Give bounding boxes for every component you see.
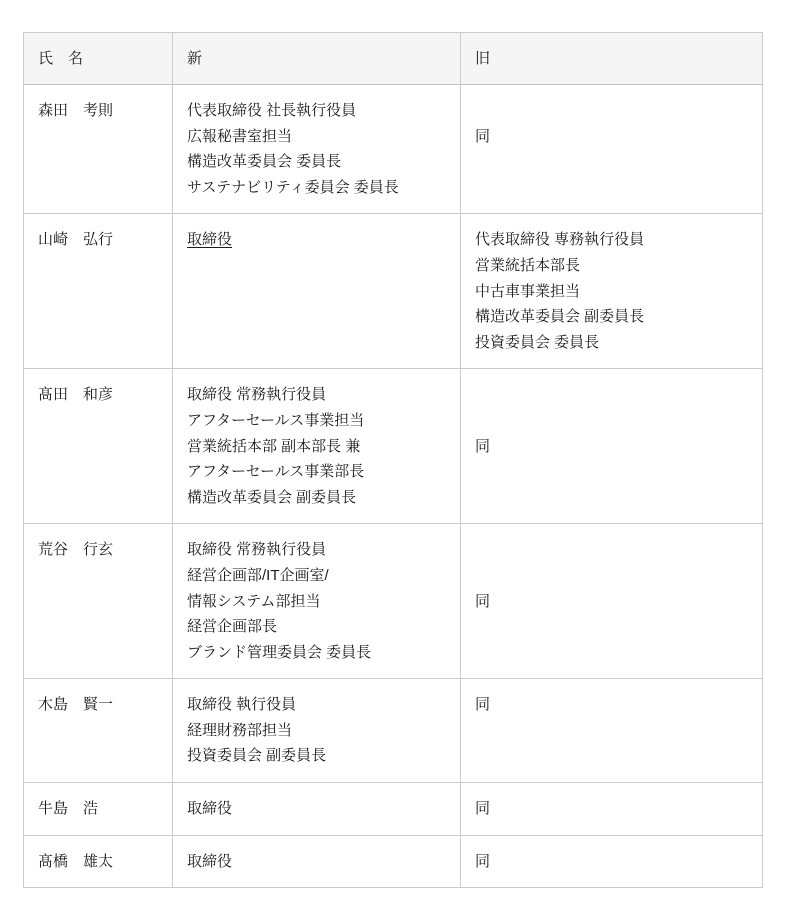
position-line: 代表取締役 社長執行役員 bbox=[187, 102, 357, 119]
position-line: 取締役 bbox=[187, 800, 233, 818]
table-row bbox=[24, 783, 763, 836]
officer-change-table bbox=[23, 32, 763, 888]
position-line: 代表取締役 専務執行役員 bbox=[475, 231, 645, 249]
officer-name: 髙田 和彦 bbox=[38, 386, 114, 404]
position-line: サステナビリティ委員会 委員長 bbox=[187, 178, 399, 196]
new-position-cell bbox=[173, 679, 461, 783]
column-header-new: 新 bbox=[173, 33, 461, 85]
blank-line bbox=[475, 98, 748, 124]
officer-name-cell bbox=[24, 679, 173, 783]
blank-line bbox=[475, 537, 748, 563]
officer-name: 荒谷 行玄 bbox=[38, 541, 114, 559]
old-position-cell bbox=[461, 524, 763, 679]
column-header-old: 旧 bbox=[461, 33, 763, 85]
old-position-cell bbox=[461, 85, 763, 214]
blank-line bbox=[475, 408, 748, 434]
new-position-cell bbox=[173, 783, 461, 836]
old-position-cell bbox=[461, 679, 763, 783]
officer-name-cell bbox=[24, 783, 173, 836]
column-header-name: 氏 名 bbox=[24, 33, 173, 85]
position-line: 取締役 bbox=[187, 852, 233, 870]
position-line: 経理財務部担当 bbox=[187, 721, 293, 739]
officer-name-cell bbox=[24, 214, 173, 369]
position-line: 投資委員会 副委員長 bbox=[187, 747, 327, 765]
officer-name: 木島 賢一 bbox=[38, 696, 114, 714]
new-position-cell bbox=[173, 214, 461, 369]
old-position-cell bbox=[461, 214, 763, 369]
position-line: アフターセールス事業担当 bbox=[187, 411, 365, 429]
table-row bbox=[24, 524, 763, 679]
officer-name-cell bbox=[24, 835, 173, 888]
position-line: 投資委員会 委員長 bbox=[475, 333, 600, 351]
old-position-cell bbox=[461, 369, 763, 524]
table-body bbox=[24, 85, 763, 888]
position-line: 同 bbox=[475, 852, 491, 870]
position-line: アフターセールス事業部長 bbox=[187, 463, 365, 481]
officer-name: 髙橋 雄太 bbox=[38, 852, 114, 870]
table-row bbox=[24, 835, 763, 888]
position-line: 取締役 執行役員 bbox=[187, 696, 297, 714]
officer-name-cell bbox=[24, 85, 173, 214]
position-line: 営業統括本部 副本部長 兼 bbox=[187, 437, 361, 455]
position-line: 取締役 bbox=[187, 231, 233, 249]
officer-name-cell bbox=[24, 524, 173, 679]
position-line: 同 bbox=[475, 696, 491, 714]
old-position-cell bbox=[461, 783, 763, 836]
position-line: 取締役 常務執行役員 bbox=[187, 541, 327, 559]
position-line: 取締役 常務執行役員 bbox=[187, 386, 327, 404]
old-position-cell bbox=[461, 835, 763, 888]
position-line: 構造改革委員会 副委員長 bbox=[187, 488, 357, 506]
table-row bbox=[24, 85, 763, 214]
officer-name: 山崎 弘行 bbox=[38, 231, 114, 249]
new-position-cell bbox=[173, 85, 461, 214]
officer-name-cell bbox=[24, 369, 173, 524]
position-line: 同 bbox=[475, 800, 491, 818]
position-line: 構造改革委員会 委員長 bbox=[187, 153, 342, 171]
position-line: 同 bbox=[475, 592, 491, 610]
new-position-cell bbox=[173, 369, 461, 524]
table-header-row bbox=[24, 33, 763, 85]
position-line: ブランド管理委員会 委員長 bbox=[187, 643, 372, 661]
new-position-cell bbox=[173, 835, 461, 888]
position-line: 広報秘書室担当 bbox=[187, 127, 293, 145]
position-line: 同 bbox=[475, 127, 491, 145]
blank-line bbox=[475, 382, 748, 408]
table-row bbox=[24, 679, 763, 783]
blank-line bbox=[475, 563, 748, 589]
new-position-cell bbox=[173, 524, 461, 679]
officer-name: 森田 考則 bbox=[38, 102, 114, 119]
position-line: 構造改革委員会 副委員長 bbox=[475, 308, 645, 326]
table-row bbox=[24, 369, 763, 524]
position-line: 情報システム部担当 bbox=[187, 592, 321, 610]
position-line: 営業統括本部長 bbox=[475, 256, 581, 274]
position-line: 経営企画部長 bbox=[187, 618, 278, 636]
table-row bbox=[24, 214, 763, 369]
position-line: 同 bbox=[475, 437, 491, 455]
officer-name: 牛島 浩 bbox=[38, 800, 99, 818]
position-line: 経営企画部/IT企画室/ bbox=[187, 566, 329, 584]
position-line: 中古車事業担当 bbox=[475, 282, 581, 300]
